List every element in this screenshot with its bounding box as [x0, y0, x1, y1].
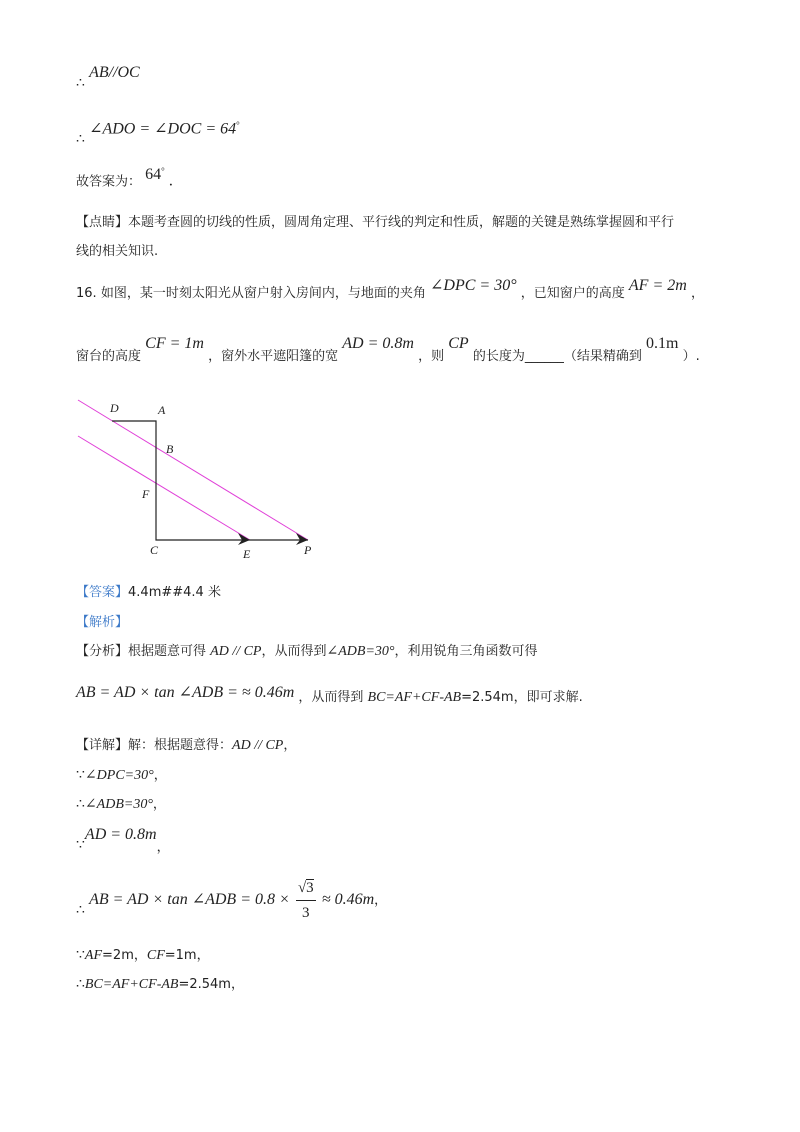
value-text: =1m，: [164, 948, 210, 963]
step-6: [76, 975, 244, 994]
question-text: ）.: [682, 349, 700, 364]
fraction-numerator: √3: [296, 876, 316, 901]
because-symbol: ∵: [76, 837, 85, 853]
fraction-sqrt3-over-3: [296, 876, 316, 925]
analysis-tag: 【解析】: [76, 615, 129, 630]
fenxi-line2: [76, 684, 583, 707]
dianjing-text: 本题考查圆的切线的性质，圆周角定理、平行线的判定和性质，解题的关键是熟练掌握圆和平行: [128, 215, 675, 230]
math-cf: CF = 1m: [145, 335, 204, 352]
line-dianjing-cont: [76, 243, 158, 261]
question-text: ，已知窗户的高度: [520, 286, 625, 301]
math-precision: 0.1m: [645, 335, 679, 352]
question-text: 窗台的高度: [76, 349, 142, 364]
label-b: B: [166, 442, 174, 456]
math-ad-value: AD = 0.8m: [84, 826, 157, 843]
step-1: [76, 766, 167, 785]
line-answer-64: [76, 168, 173, 191]
period: .: [168, 172, 173, 190]
answer-line: [76, 584, 221, 602]
fraction-denominator: 3: [302, 905, 310, 921]
question-number: 16.: [76, 286, 97, 301]
math-angle-dpc: ∠DPC = 30°: [429, 277, 517, 294]
therefore-symbol: ∴: [76, 75, 85, 91]
answer-value: 4.4m##4.4 米: [128, 585, 221, 600]
comma: ，: [156, 840, 170, 855]
math-angle-dpc: ∠DPC=30°: [84, 768, 154, 783]
math-ad: AD = 0.8m: [342, 335, 414, 352]
comma: ，: [374, 893, 388, 908]
question-16-line2: [76, 335, 700, 366]
question-text: 如图，某一时刻太阳光从窗户射入房间内，与地面的夹角: [100, 286, 426, 301]
step-3: [76, 826, 170, 855]
xiangjie-tag: 【详解】: [76, 738, 129, 753]
line-ab-parallel-oc: [76, 64, 140, 91]
math-ad-cp: AD // CP: [210, 644, 262, 659]
label-a: A: [158, 403, 166, 417]
degree-mark: °: [161, 166, 165, 176]
sunlight-window-figure: [70, 396, 330, 566]
math-ab-tan: AB = AD × tan ∠ADB = ≈ 0.46m: [76, 684, 295, 701]
math-cp: CP: [448, 335, 469, 352]
fenxi-text: ，利用锐角三角函数可得: [394, 644, 538, 659]
math-64: 64: [145, 166, 162, 184]
math-ab-oc: AB//OC: [89, 64, 140, 81]
math-bc: BC=AF+CF-AB: [367, 690, 462, 705]
xiangjie-text: ，: [283, 738, 297, 753]
therefore-symbol: ∴: [76, 902, 85, 918]
math-approx: ≈ 0.46m: [321, 891, 375, 908]
analysis-line: [76, 614, 128, 632]
label-e: E: [243, 547, 251, 561]
degree-mark: °: [236, 120, 240, 130]
step-2: [76, 795, 166, 814]
fenxi-text: =2.54m，即可求解.: [461, 690, 583, 705]
comma: ，: [153, 768, 167, 783]
fenxi-text: ，从而得到: [261, 644, 327, 659]
question-text: ，则: [418, 349, 445, 364]
step-5: [76, 946, 210, 965]
sqrt-radicand: 3: [306, 880, 314, 896]
because-symbol: ∵: [76, 947, 85, 963]
question-text: ，窗外水平遮阳篷的宽: [208, 349, 339, 364]
value-text: =2m，: [102, 948, 147, 963]
math-angle-ado: ∠ADO = ∠DOC = 64: [89, 120, 237, 138]
arrow-head-e: [238, 533, 250, 545]
math-bc: BC=AF+CF-AB: [84, 977, 179, 992]
question-text: 的长度为______（结果精确到: [472, 349, 642, 364]
dianjing-tag: 【点睛】: [76, 215, 129, 230]
math-cf: CF: [146, 948, 165, 963]
dianjing-text-cont: 线的相关知识.: [76, 244, 159, 259]
answer-tag: 【答案】: [76, 585, 129, 600]
question-text: ，: [690, 286, 704, 301]
label-p: P: [304, 543, 312, 557]
math-ad-cp: AD // CP: [232, 738, 284, 753]
math-ab-compute: AB = AD × tan ∠ADB = 0.8 ×: [89, 891, 290, 908]
question-16-line1: [76, 277, 704, 303]
fenxi-tag: 【分析】: [76, 644, 129, 659]
value-text: =2.54m，: [178, 977, 244, 992]
comma: ，: [152, 797, 166, 812]
answer-label: 故答案为：: [76, 174, 142, 190]
xiangjie-text: 解：根据题意得：: [128, 738, 233, 753]
label-f: F: [142, 487, 150, 501]
fenxi-text: ，从而得到: [298, 690, 368, 705]
therefore-symbol: ∴: [76, 796, 85, 812]
sun-ray-bottom: [78, 436, 250, 540]
math-af: AF = 2m: [628, 277, 687, 294]
math-angle-adb: ∠ADB=30°: [326, 644, 395, 659]
fenxi-line: [76, 643, 538, 661]
fenxi-text: 根据题意可得: [128, 644, 211, 659]
line-angle-ado: [76, 116, 240, 148]
because-symbol: ∵: [76, 767, 85, 783]
step-4: [76, 876, 387, 925]
line-dianjing: [76, 214, 674, 232]
therefore-symbol: ∴: [76, 131, 85, 148]
xiangjie-line: [76, 737, 296, 755]
label-d: D: [110, 401, 119, 415]
label-c: C: [150, 543, 159, 557]
therefore-symbol: ∴: [76, 976, 85, 992]
math-af: AF: [84, 948, 103, 963]
math-angle-adb: ∠ADB=30°: [84, 797, 153, 812]
